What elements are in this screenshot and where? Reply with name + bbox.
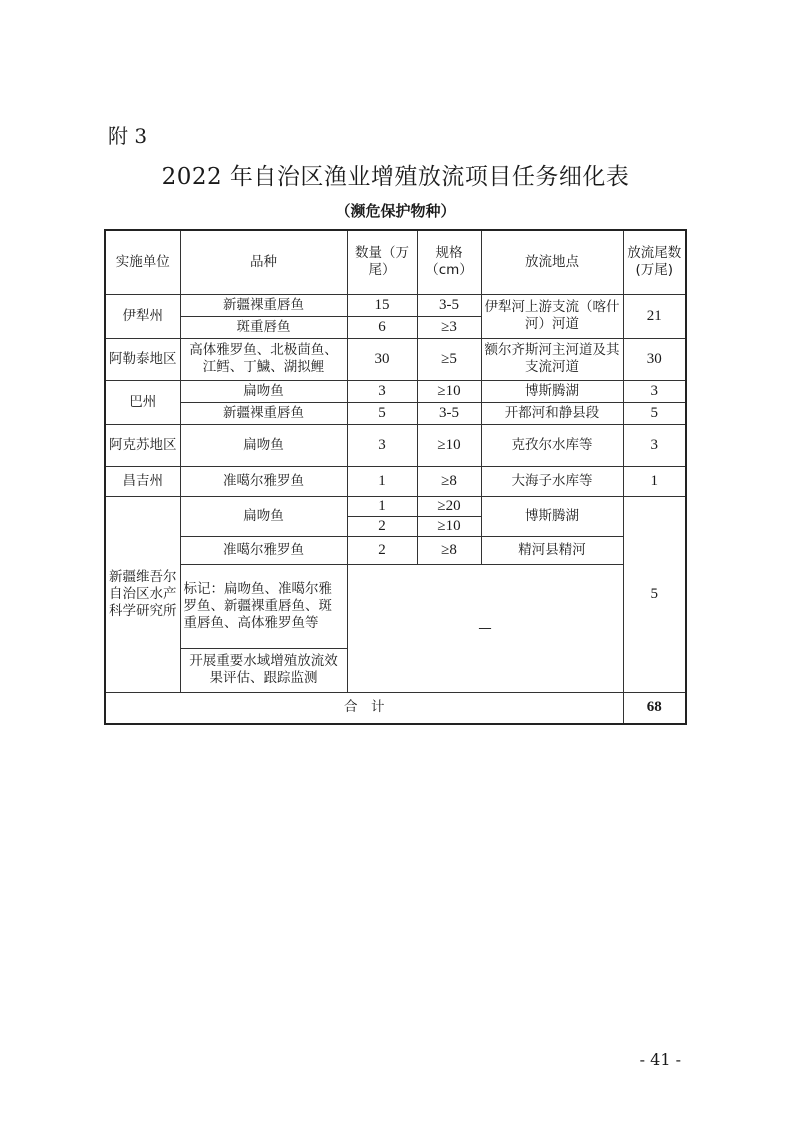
total-cell: 1 xyxy=(623,466,686,496)
page-subtitle: （濒危保护物种） xyxy=(335,202,456,220)
header-total: 放流尾数(万尾) xyxy=(623,230,686,294)
unit-cell: 昌吉州 xyxy=(105,466,180,496)
table-row xyxy=(105,496,686,516)
location-cell: 克孜尔水库等 xyxy=(481,424,623,466)
species-cell: 扁吻鱼 xyxy=(180,380,347,402)
header-species: 品种 xyxy=(180,230,347,294)
unit-cell: 阿克苏地区 xyxy=(105,424,180,466)
task-table xyxy=(104,229,687,725)
location-cell: 大海子水库等 xyxy=(481,466,623,496)
quantity-cell: 2 xyxy=(347,516,417,536)
species-cell: 扁吻鱼 xyxy=(180,496,347,536)
spec-cell: ≥5 xyxy=(417,338,481,380)
unit-cell: 阿勒泰地区 xyxy=(105,338,180,380)
spec-cell: 3-5 xyxy=(417,402,481,424)
table-row xyxy=(105,380,686,402)
species-cell: 斑重唇鱼 xyxy=(180,316,347,338)
quantity-cell: 3 xyxy=(347,380,417,402)
total-cell: 3 xyxy=(623,380,686,402)
attachment-label: 附 3 xyxy=(108,124,148,148)
location-cell: 博斯腾湖 xyxy=(481,496,623,536)
header-location: 放流地点 xyxy=(481,230,623,294)
quantity-cell: 1 xyxy=(347,466,417,496)
total-cell: 3 xyxy=(623,424,686,466)
dash-cell: — xyxy=(347,564,623,692)
table-row xyxy=(105,466,686,496)
species-cell: 高体雅罗鱼、北极茴鱼、江鳕、丁鱥、湖拟鲤 xyxy=(180,338,347,380)
table-row xyxy=(105,424,686,466)
header-spec: 规格（cm） xyxy=(417,230,481,294)
header-unit: 实施单位 xyxy=(105,230,180,294)
table-row xyxy=(105,338,686,380)
species-cell: 新疆裸重唇鱼 xyxy=(180,294,347,316)
total-cell: 5 xyxy=(623,402,686,424)
page-number: - 41 - xyxy=(639,1050,681,1069)
table-row xyxy=(105,536,686,564)
location-cell: 精河县精河 xyxy=(481,536,623,564)
quantity-cell: 5 xyxy=(347,402,417,424)
unit-cell: 新疆维吾尔自治区水产科学研究所 xyxy=(105,496,180,692)
table-footer-row xyxy=(105,692,686,724)
table-header-row xyxy=(105,230,686,294)
table-row xyxy=(105,294,686,316)
location-cell: 博斯腾湖 xyxy=(481,380,623,402)
quantity-cell: 15 xyxy=(347,294,417,316)
total-cell: 5 xyxy=(623,496,686,692)
unit-cell: 伊犁州 xyxy=(105,294,180,338)
spec-cell: ≥10 xyxy=(417,516,481,536)
total-cell: 21 xyxy=(623,294,686,338)
page-title: 2022 年自治区渔业增殖放流项目任务细化表 xyxy=(161,164,630,190)
location-cell: 伊犁河上游支流（喀什河）河道 xyxy=(481,294,623,338)
quantity-cell: 1 xyxy=(347,496,417,516)
marking-note-cell: 标记：扁吻鱼、准噶尔雅罗鱼、新疆裸重唇鱼、斑重唇鱼、高体雅罗鱼等 xyxy=(180,564,347,648)
spec-cell: 3-5 xyxy=(417,294,481,316)
quantity-cell: 30 xyxy=(347,338,417,380)
header-quantity: 数量（万尾） xyxy=(347,230,417,294)
location-cell: 开都河和静县段 xyxy=(481,402,623,424)
quantity-cell: 2 xyxy=(347,536,417,564)
total-cell: 30 xyxy=(623,338,686,380)
footer-label: 合 计 xyxy=(105,692,623,724)
species-cell: 扁吻鱼 xyxy=(180,424,347,466)
unit-cell: 巴州 xyxy=(105,380,180,424)
quantity-cell: 6 xyxy=(347,316,417,338)
footer-total: 68 xyxy=(623,692,686,724)
location-cell: 额尔齐斯河主河道及其支流河道 xyxy=(481,338,623,380)
spec-cell: ≥3 xyxy=(417,316,481,338)
spec-cell: ≥8 xyxy=(417,466,481,496)
spec-cell: ≥8 xyxy=(417,536,481,564)
spec-cell: ≥10 xyxy=(417,424,481,466)
species-cell: 准噶尔雅罗鱼 xyxy=(180,536,347,564)
spec-cell: ≥10 xyxy=(417,380,481,402)
table-row xyxy=(105,564,686,648)
evaluation-note-cell: 开展重要水域增殖放流效果评估、跟踪监测 xyxy=(180,648,347,692)
spec-cell: ≥20 xyxy=(417,496,481,516)
species-cell: 准噶尔雅罗鱼 xyxy=(180,466,347,496)
quantity-cell: 3 xyxy=(347,424,417,466)
table-row xyxy=(105,402,686,424)
species-cell: 新疆裸重唇鱼 xyxy=(180,402,347,424)
